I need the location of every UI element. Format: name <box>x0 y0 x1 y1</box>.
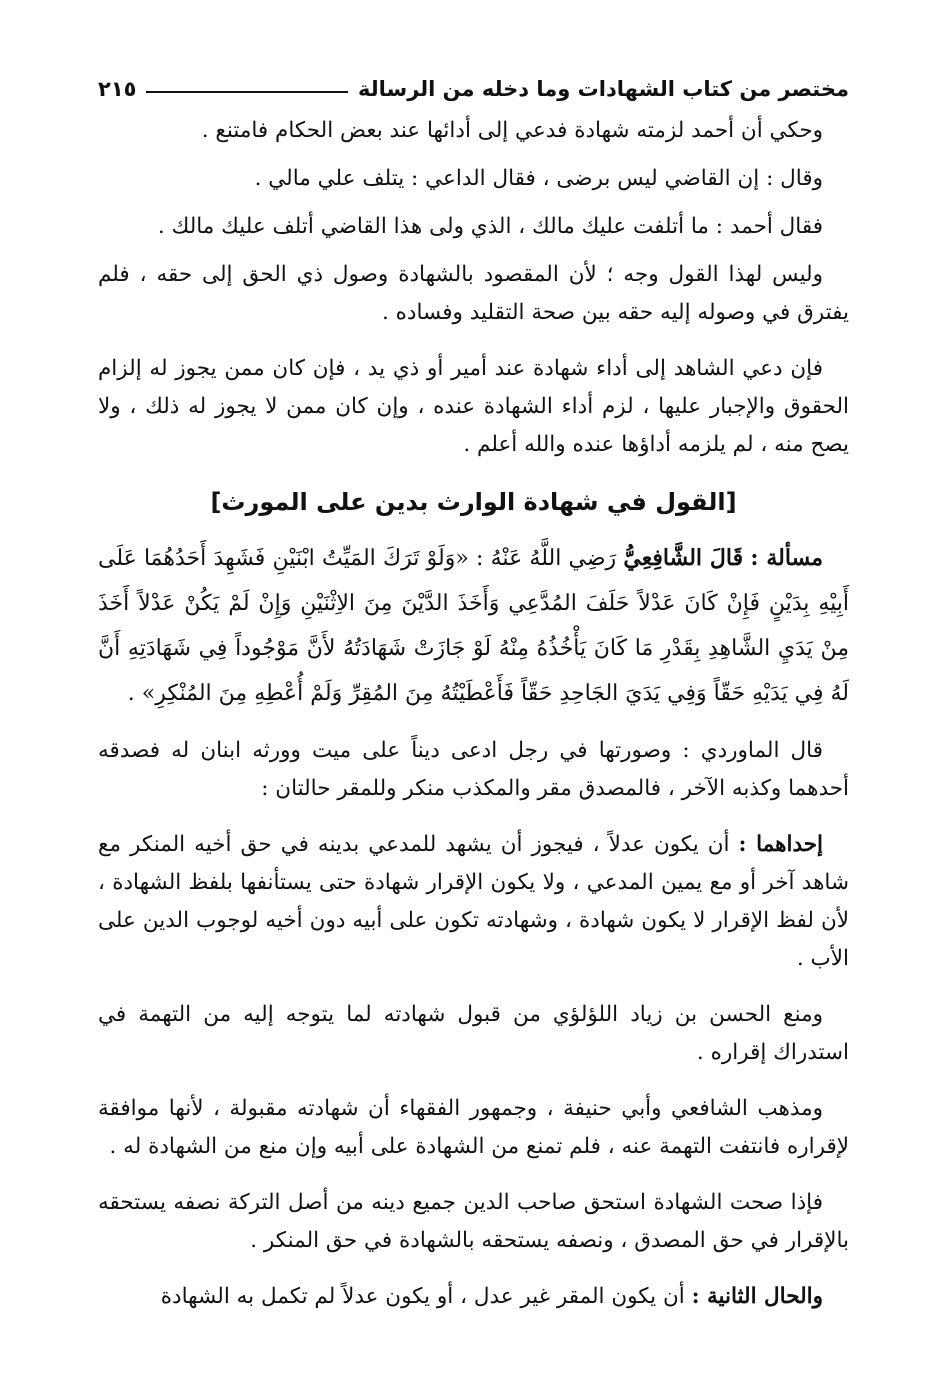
running-title: مختصر من كتاب الشهادات وما دخله من الرسالة <box>358 77 849 101</box>
paragraph <box>98 160 849 198</box>
paragraph-lead: إحداهما : <box>738 832 823 857</box>
masala-speaker: قَالَ الشَّافِعِيُّ <box>623 545 744 571</box>
paragraph <box>98 256 849 332</box>
paragraph-text: فإن دعي الشاهد إلى أداء شهادة عند أمير أو ذي يد ، فإن كان ممن يجوز له إلزام الحقوق والإجبار عليها ، لزم أداء الشهادة عنده ، وإن كان ممن لا يجوز له ذلك ، ولا يصح منه ، لم يلزمه أداؤها عنده والله أعلم . <box>98 356 849 457</box>
paragraph-text: وليس لهذا القول وجه ؛ لأن المقصود بالشهادة وصول ذي الحق إلى حقه ، فلم يفترق في وصوله إليه حقه بين صحة التقليد وفساده . <box>98 262 849 325</box>
paragraph-text: وقال : إن القاضي ليس برضى ، فقال الداعي : يتلف علي مالي . <box>254 166 823 191</box>
page-number: ٢١٥ <box>98 77 137 101</box>
paragraph-text: أن يكون المقر غير عدل ، أو يكون عدلاً لم تكمل به الشهادة <box>160 1284 685 1309</box>
section-heading: [القول في شهادة الوارث بدين على المورث] <box>210 488 737 516</box>
paragraph <box>98 1184 849 1260</box>
header-rule <box>146 91 348 93</box>
paragraph <box>98 996 849 1072</box>
paragraph-text: ومذهب الشافعي وأبي حنيفة ، وجمهور الفقهاء أن شهادته مقبولة ، لأنها موافقة لإقراره فانتفت التهمة عنه ، فلم تمنع من الشهادة على أبيه وإن منع من الشهادة له . <box>98 1096 849 1159</box>
paragraph-text: أن يكون عدلاً ، فيجوز أن يشهد للمدعي بدينه في حق أخيه المنكر مع شاهد آخر أو مع يمين المدعي ، ولا يكون الإقرار شهادة حتى يستأنفها بلفظ الشهادة ، لأن لفظ الإقرار لا يكون شهادة ، وشهادته تكون على أبيه دون أخيه لوجوب الدين على الأب . <box>98 832 849 971</box>
paragraph-text: ومنع الحسن بن زياد اللؤلؤي من قبول شهادته لما يتوجه إليه من التهمة في استدراك إقراره . <box>98 1002 849 1065</box>
running-header <box>98 72 849 106</box>
paragraph <box>98 1090 849 1166</box>
paragraph <box>98 208 849 246</box>
paragraph <box>98 1278 849 1316</box>
paragraph-text: قال الماوردي : وصورتها في رجل ادعى ديناً على ميت وورثه ابنان له فصدقه أحدهما وكذبه الآخر ، فالمصدق مقر والمكذب منكر وللمقر حالتان : <box>98 738 849 801</box>
masala-paragraph <box>98 536 849 716</box>
paragraph <box>98 826 849 978</box>
masala-lead: مسألة : <box>750 545 823 571</box>
masala-text: رَضِي اللَّهُ عَنْهُ : «وَلَوْ تَرَكَ المَيِّتُ ابْنَيْنِ فَشَهِدَ أَحَدُهُمَا عَلَى أَبِيْهِ بِدَيْنٍ فَإِنْ كَانَ عَدْلاً حَلَفَ المُدَّعِي وَأَخَذَ الدَّيْنَ مِنَ الاِثْنَيْنِ وَإِنْ لَمْ يَكُنْ عَدْلاً أَخَذَ مِنْ يَدَيِ الشَّاهِدِ بِقَدْرِ مَا كَانَ يَأْخُذُهُ مِنْهُ لَوْ جَازَتْ شَهَادَتُهُ لأَنَّ مَوْجُوداً فِي شَهَادَتِهِ أَنَّ لَهُ فِي يَدَيْهِ حَقّاً وَفِي يَدَيَ الجَاحِدِ حَقّاً فَأَعْطَيْتُهُ مِنَ المُقِرِّ وَلَمْ أُعْطِهِ مِنَ المُنْكِرِ» . <box>98 546 849 706</box>
paragraph <box>98 112 849 150</box>
body-text <box>98 112 849 1316</box>
paragraph-lead: والحال الثانية : <box>691 1284 823 1309</box>
paragraph-text: فقال أحمد : ما أتلفت عليك مالك ، الذي ولى هذا القاضي أتلف عليك مالك . <box>157 214 823 239</box>
paragraph-text: فإذا صحت الشهادة استحق صاحب الدين جميع دينه من أصل التركة نصفه يستحقه بالإقرار في حق المصدق ، ونصفه يستحقه بالشهادة في حق المنكر . <box>98 1190 849 1253</box>
paragraph <box>98 350 849 464</box>
paragraph-text: وحكي أن أحمد لزمته شهادة فدعي إلى أدائها عند بعض الحكام فامتنع . <box>201 118 823 143</box>
paragraph <box>98 732 849 808</box>
